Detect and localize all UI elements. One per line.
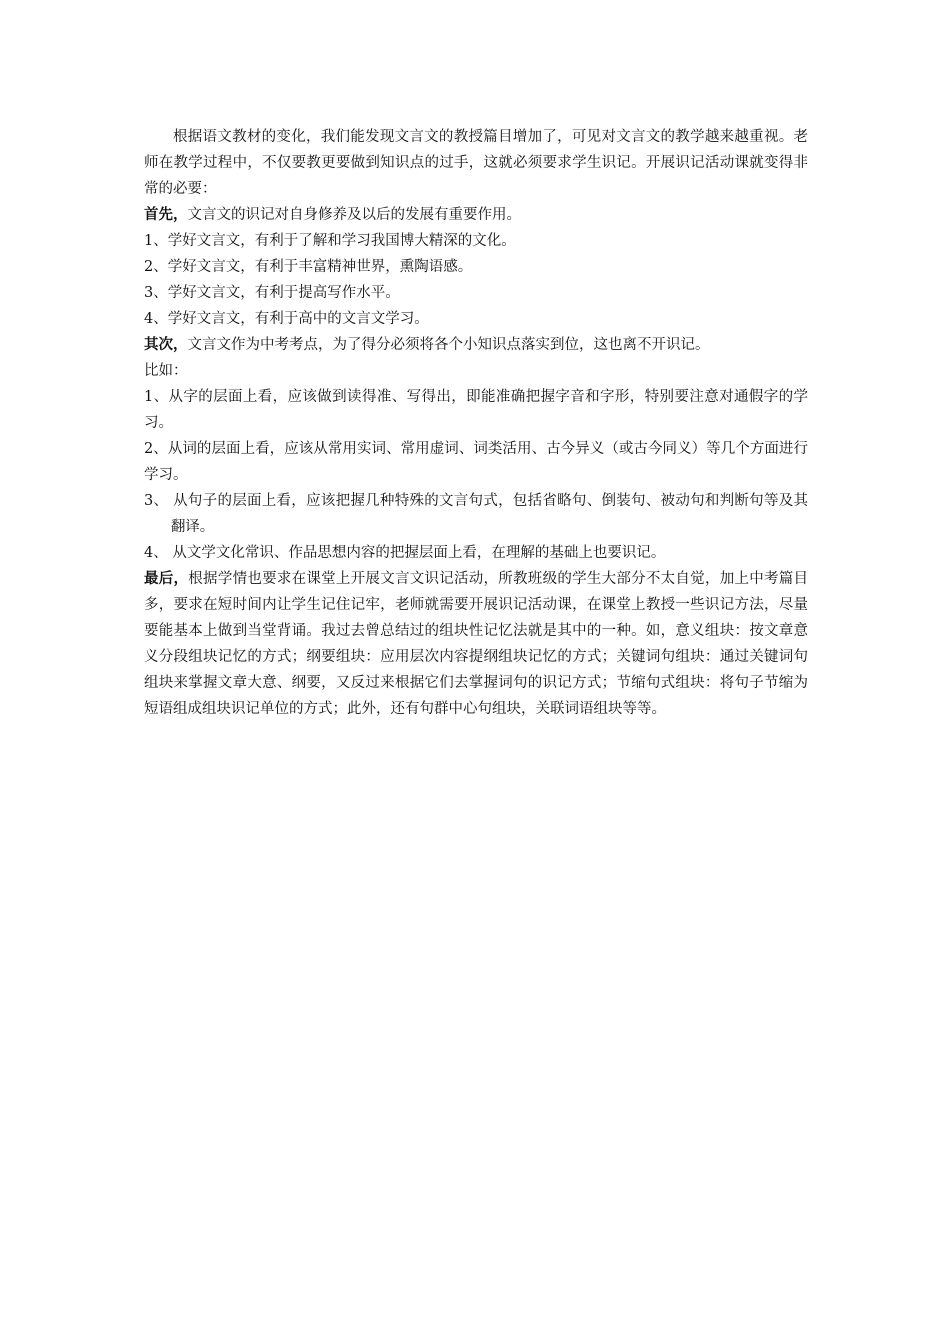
- first-point-text: 文言文的识记对自身修养及以后的发展有重要作用。: [187, 207, 521, 223]
- first-point-paragraph: [144, 202, 808, 228]
- second-item-2: 2、从词的层面上看，应该从常用实词、常用虚词、词类活用、古今异义（或古今同义）等几个方面进行学习。: [144, 441, 808, 483]
- intro-paragraph: 根据语文教材的变化，我们能发现文言文的教授篇目增加了，可见对文言文的教学越来越重视。老师在教学过程中，不仅要教更要做到知识点的过手，这就必须要求学生识记。开展识记活动课就变得非常的必要：: [144, 129, 808, 197]
- first-item-4: 4、学好文言文，有利于高中的文言文学习。: [144, 311, 429, 327]
- first-item-1: 1、学好文言文，有利于了解和学习我国博大精深的文化。: [144, 233, 516, 249]
- last-point-text: 根据学情也要求在课堂上开展文言文识记活动，所教班级的学生大部分不太自觉，加上中考篇目多，要求在短时间内让学生记住记牢，老师就需要开展识记活动课，在课堂上教授一些识记方法，尽量要能基本上做到当堂背诵。我过去曾总结过的组块性记忆法就是其中的一种。如，意义组块：按文章意义分段组块记忆的方式；纲要组块：应用层次内容提纲组块记忆的方式；关键词句组块：通过关键词句组块来掌握文章大意、纲要，又反过来根据它们去掌握词句的识记方式；节缩句式组块：将句子节缩为短语组成组块识记单位的方式；此外，还有句群中心句组块，关联词语组块等等。: [144, 571, 809, 717]
- second-example-label: 比如：: [144, 363, 188, 379]
- last-point-paragraph: [144, 566, 808, 722]
- first-item-3: 3、学好文言文，有利于提高写作水平。: [144, 285, 400, 301]
- last-point-lead: 最后，: [144, 570, 189, 587]
- first-point-lead: 首先，: [144, 206, 188, 223]
- second-point-text: 文言文作为中考考点，为了得分必须将各个小知识点落实到位，这也离不开识记。: [187, 337, 710, 353]
- second-item-1: 1、从字的层面上看，应该做到读得准、写得出，即能准确把握字音和字形，特别要注意对通假字的学习。: [144, 389, 808, 431]
- first-item-2: 2、学好文言文，有利于丰富精神世界，熏陶语感。: [144, 259, 473, 275]
- second-item-4: 4、 从文学文化常识、作品思想内容的把握层面上看，在理解的基础上也要识记。: [144, 545, 666, 561]
- document-body: [144, 124, 808, 722]
- second-point-lead: 其次，: [144, 336, 188, 353]
- second-point-paragraph: [144, 332, 808, 358]
- second-item-3: 3、 从句子的层面上看，应该把握几种特殊的文言句式，包括省略句、倒装句、被动句和判断句等及其翻译。: [144, 493, 808, 535]
